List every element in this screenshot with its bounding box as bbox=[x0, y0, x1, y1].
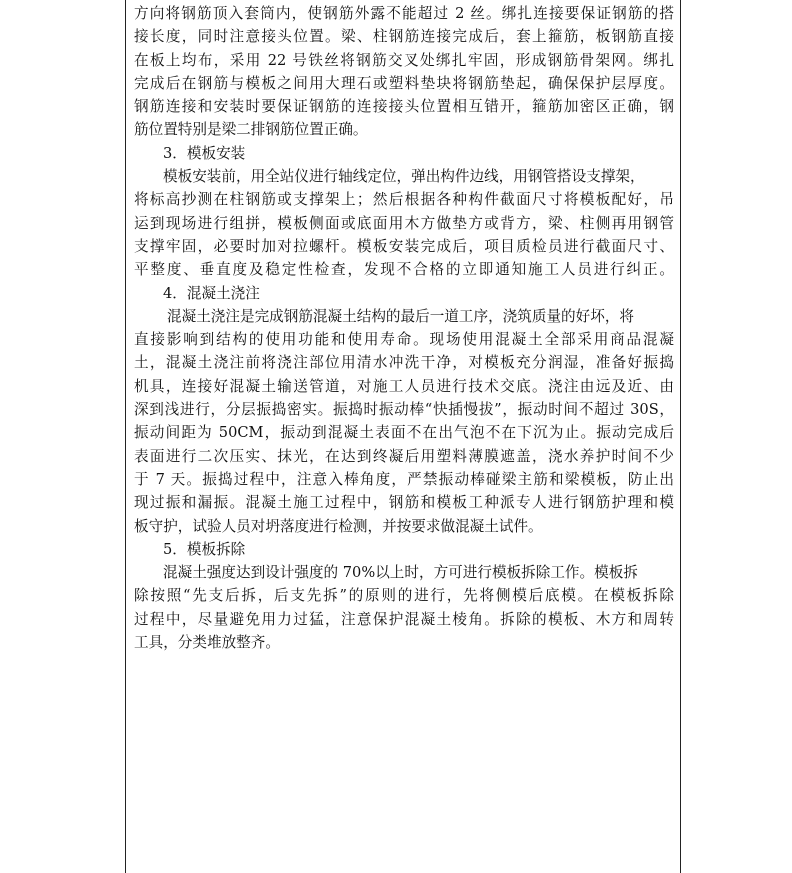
text-line: 在板上均布，采用 22 号铁丝将钢筋交叉处绑扎牢固，形成钢筋骨架网。绑扎 bbox=[134, 51, 674, 69]
text-line: 钢筋连接和安装时要保证钢筋的连接接头位置相互错开，箍筋加密区正确，钢 bbox=[134, 98, 674, 116]
text-line: 方向将钢筋顶入套筒内，使钢筋外露不能超过 2 丝。绑扎连接要保证钢筋的搭 bbox=[134, 5, 674, 22]
text-line: 土，混凝土浇注前将浇注部位用清水冲洗干净，对模板充分润湿，准备好振捣 bbox=[134, 354, 674, 372]
text-line: 运到现场进行组拼，模板侧面或底面用木方做垫方或背方，梁、柱侧再用钢管 bbox=[134, 214, 674, 232]
text-line: 振动间距为 50CM，振动到混凝土表面不在出气泡不在下沉为止。振动完成后 bbox=[134, 424, 674, 442]
text-line: 完成后在钢筋与模板之间用大理石或塑料垫块将钢筋垫起，确保保护层厚度。 bbox=[134, 74, 674, 92]
section-heading: 3．模板安装 bbox=[163, 144, 246, 162]
text-line: 混凝土强度达到设计强度的 70%以上时，方可进行模板拆除工作。模板拆 bbox=[163, 564, 638, 582]
text-line: 支撑牢固，必要时加对拉螺杆。模板安装完成后，项目质检员进行截面尺寸、 bbox=[134, 237, 674, 255]
text-line: 将标高抄测在柱钢筋或支撑架上；然后根据各种构件截面尺寸将模板配好，吊 bbox=[134, 191, 674, 209]
text-line: 筋位置特别是梁二排钢筋位置正确。 bbox=[134, 121, 368, 139]
text-line: 现过振和漏振。混凝土施工过程中，钢筋和模板工种派专人进行钢筋护理和模 bbox=[134, 494, 674, 512]
text-line: 于 7 天。振捣过程中，注意入棒角度，严禁振动棒碰梁主筋和梁模板，防止出 bbox=[134, 470, 674, 488]
text-line: 除按照“先支后拆，后支先拆”的原则的进行，先将侧模后底模。在模板拆除 bbox=[134, 587, 674, 605]
document-body bbox=[134, 2, 674, 654]
text-line: 接长度，同时注意接头位置。梁、柱钢筋连接完成后，套上箍筋，板钢筋直接 bbox=[134, 28, 674, 46]
text-line: 混凝土浇注是完成钢筋混凝土结构的最后一道工序，浇筑质量的好坏，将 bbox=[167, 307, 635, 325]
text-line: 深到浅进行，分层振捣密实。振捣时振动棒“快插慢拔”，振动时间不超过 30S， bbox=[134, 401, 674, 419]
text-line: 模板安装前，用全站仪进行轴线定位，弹出构件边线，用钢管搭设支撑架， bbox=[163, 168, 645, 186]
text-line: 工具，分类堆放整齐。 bbox=[134, 634, 280, 652]
section-heading: 4．混凝土浇注 bbox=[163, 284, 260, 302]
text-line: 板守护，试验人员对坍落度进行检测，并按要求做混凝土试件。 bbox=[134, 517, 543, 535]
section-heading: 5．模板拆除 bbox=[163, 540, 246, 558]
text-line: 直接影响到结构的使用功能和使用寿命。现场使用混凝土全部采用商品混凝 bbox=[134, 331, 674, 349]
text-line: 过程中，尽量避免用力过猛，注意保护混凝土棱角。拆除的模板、木方和周转 bbox=[134, 610, 674, 628]
text-line: 表面进行二次压实、抹光，在达到终凝后用塑料薄膜遮盖，浇水养护时间不少 bbox=[134, 447, 674, 465]
text-line: 平整度、垂直度及稳定性检查，发现不合格的立即通知施工人员进行纠正。 bbox=[134, 261, 674, 279]
text-line: 机具，连接好混凝土输送管道，对施工人员进行技术交底。浇注由远及近、由 bbox=[134, 377, 674, 395]
